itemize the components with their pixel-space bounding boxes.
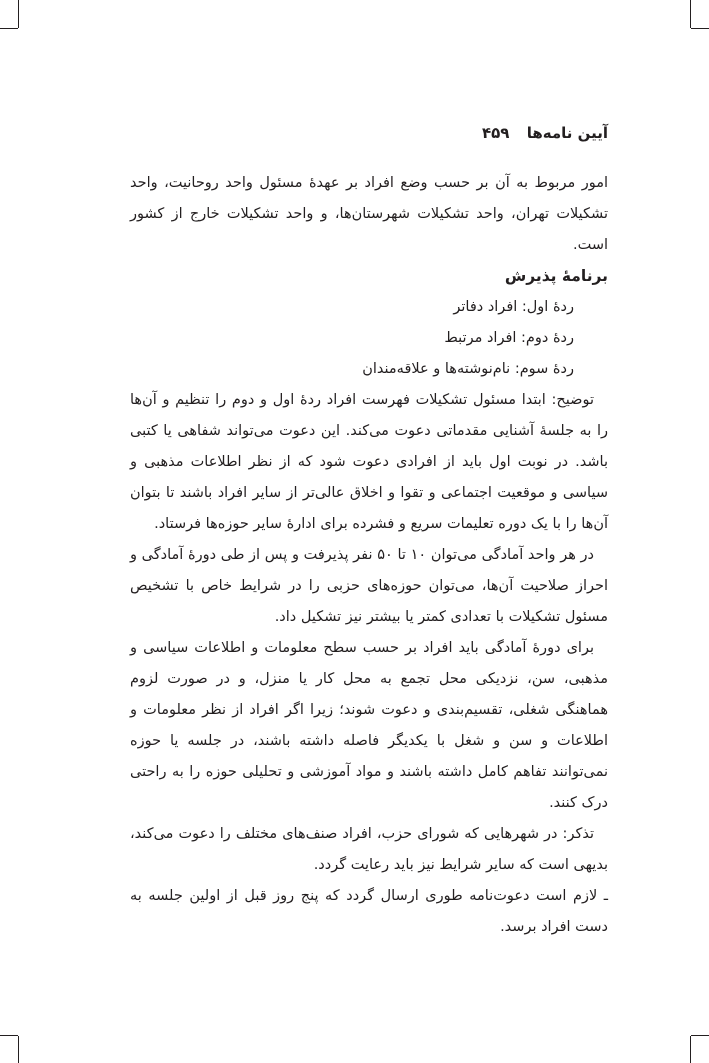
level-item-2: ردهٔ دوم: افراد مرتبط <box>444 330 574 346</box>
readiness-period-paragraph: برای دورهٔ آمادگی باید افراد بر حسب سطح معلومات و اطلاعات سیاسی و مذهبی، سن، نزدیکی محل تجمع به محل کار یا منزل، و در صورت لزوم هماهنگی شغلی، تقسیم‌بندی و دعوت شوند؛ زیرا اگر افراد از نظر معلومات و اطلاعات و سن و شغل با یکدیگر فاصله داشته باشند، در جلسه یا حوزه نمی‌توانند تفاهم کامل داشته باشند و مواد آموزشی و تحلیلی حوزه را به راحتی درک کنند. <box>130 640 608 811</box>
book-page <box>130 118 608 943</box>
crop-mark-bottom-right-vertical <box>690 1036 691 1063</box>
level-item-3: ردهٔ سوم: نام‌نوشته‌ها و علاقه‌مندان <box>362 361 574 377</box>
readiness-unit-paragraph: در هر واحد آمادگی می‌توان ۱۰ تا ۵۰ نفر پذیرفت و پس از طی دورهٔ آمادگی و احراز صلاحیت آن‌ها، می‌توان حوزه‌های حزبی را در شرایط خاص با تشخیص مسئول تشکیلات با تعدادی کمتر یا بیشتر نیز تشکیل داد. <box>130 547 608 625</box>
crop-mark-top-right-vertical <box>690 0 691 28</box>
explanation-paragraph: توضیح: ابتدا مسئول تشکیلات فهرست افراد ردهٔ اول و دوم را تنظیم و آن‌ها را به جلسهٔ آشنایی مقدماتی دعوت می‌کند. این دعوت می‌تواند شفاهی یا کتبی باشد. در نوبت اول باید از افرادی دعوت شود که از نظر اطلاعات مذهبی و سیاسی و موقعیت اجتماعی و تقوا و اخلاق عالی‌تر از سایر افراد باشند تا بتوان آن‌ها را با یک دوره تعلیمات سریع و فشرده برای ادارهٔ سایر حوزه‌ها فرستاد. <box>130 392 608 532</box>
crop-mark-top-left-vertical <box>18 0 19 28</box>
level-item-1: ردهٔ اول: افراد دفاتر <box>453 299 574 315</box>
page-number: ۴۵۹ <box>481 124 510 142</box>
section-title: برنامهٔ پذیرش <box>504 267 608 285</box>
running-header <box>130 118 608 148</box>
invitation-paragraph: ـ لازم است دعوت‌نامه طوری ارسال گردد که پنج روز قبل از اولین جلسه به دست افراد برسد. <box>130 888 608 935</box>
note-paragraph: تذکر: در شهرهایی که شورای حزب، افراد صنف‌های مختلف را دعوت می‌کند، بدیهی است که سایر شرایط نیز باید رعایت گردد. <box>130 826 608 873</box>
crop-mark-bottom-right-horizontal <box>691 1035 709 1036</box>
crop-mark-bottom-left-vertical <box>18 1036 19 1063</box>
crop-mark-top-left-horizontal <box>0 28 18 29</box>
intro-paragraph: امور مربوط به آن بر حسب وضع افراد بر عهدهٔ مسئول واحد روحانیت، واحد تشکیلات تهران، واحد تشکیلات شهرستان‌ها، و واحد تشکیلات خارج از کشور است. <box>130 175 608 253</box>
crop-mark-top-right-horizontal <box>691 28 709 29</box>
running-header-title: آیین نامه‌ها <box>526 124 608 142</box>
crop-mark-bottom-left-horizontal <box>0 1035 18 1036</box>
page-body <box>130 168 608 943</box>
